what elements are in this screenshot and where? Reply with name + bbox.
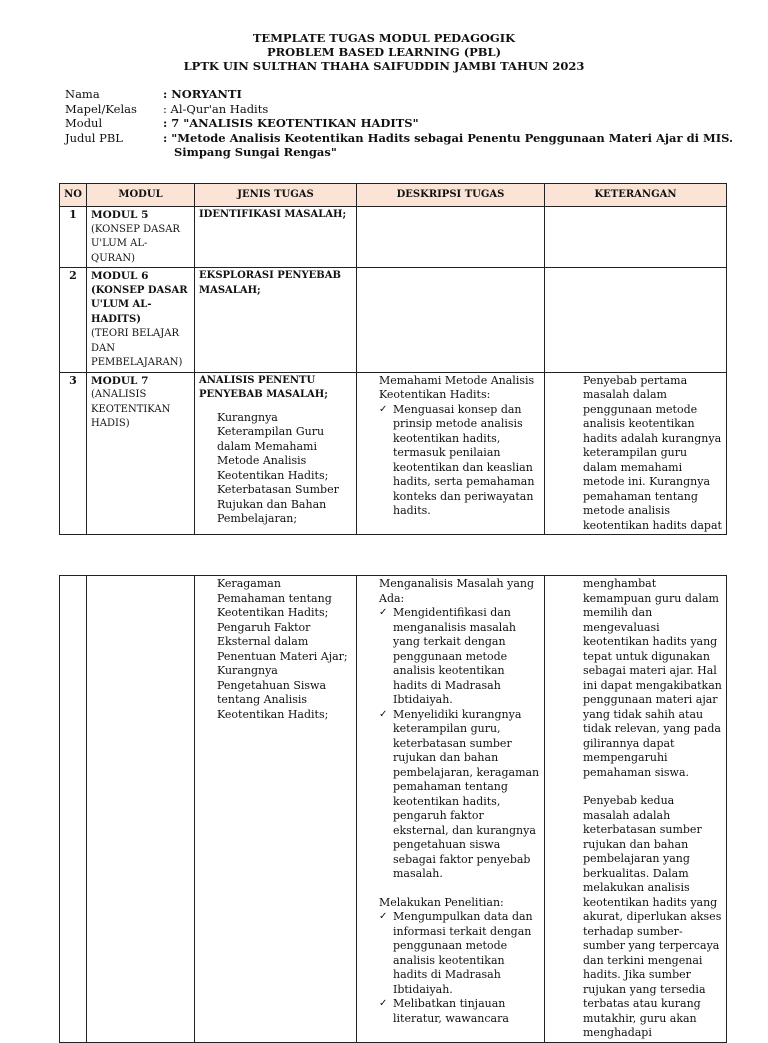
- cont-deskripsi: [357, 576, 545, 1043]
- row2-modul-name: MODUL 6: [91, 270, 149, 282]
- bullet-box-icon: [565, 794, 583, 1041]
- jenis-item-text: Pengaruh Faktor Eksternal dalam Penentuan Materi Ajar;: [217, 620, 348, 663]
- jenis-item-text: Kurangnya Pengetahuan Siswa tentang Analisis Keotentikan Hadits;: [217, 664, 329, 721]
- cont-no: [60, 576, 87, 1043]
- table-row: [60, 207, 727, 268]
- row3-modul-name: MODUL 7: [91, 374, 149, 387]
- deskripsi-check-text: Menguasai konsep dan prinsip metode analisis keotentikan hadits, termasuk penilaian keotentikan dan keaslian hadits, serta pemahaman konteks dan periwayatan hadits.: [393, 402, 535, 517]
- bullet-box-icon: [361, 896, 379, 911]
- row2-jenis: [195, 268, 357, 373]
- header-jenis: JENIS TUGAS: [195, 184, 357, 207]
- keterangan-text: Penyebab kedua masalah adalah keterbatasan sumber rujukan dan bahan pembelajaran yang berkualitas. Dalam melakukan analisis keotentikan hadits yang akurat, diperlukan akses terhadap sumber-sumber yang terpercaya dan terkini mengenai hadits. Jika sumber rujukan yang tersedia terbatas atau kurang mutakhir, guru akan menghadapi: [583, 794, 722, 1039]
- row1-modul: [87, 207, 195, 268]
- bullet-box-icon: [199, 664, 217, 722]
- list-item: [199, 664, 352, 722]
- modul-label: Modul: [65, 116, 103, 130]
- row2-deskripsi: [357, 268, 545, 373]
- row1-deskripsi: [357, 207, 545, 268]
- header-modul: MODUL: [87, 184, 195, 207]
- task-table: [59, 183, 727, 535]
- row3-deskripsi: [357, 372, 545, 535]
- task-table-continuation: [59, 575, 727, 1043]
- list-item: [199, 483, 352, 527]
- row1-no: 1: [60, 207, 87, 268]
- row3-jenis-text: ANALISIS PENENTU PENYEBAB MASALAH;: [199, 374, 328, 400]
- keterangan-text: Penyebab pertama masalah dalam penggunaan metode analisis keotentikan hadits adalah kurangnya keterampilan guru dalam memahami metode ini. Kurangnya pemahaman tentang metode analisis keotentikan hadits dapat: [583, 373, 722, 532]
- row3-no: 3: [60, 372, 87, 535]
- info-row-nama: [65, 87, 735, 102]
- bullet-box-icon: [199, 621, 217, 665]
- info-row-modul: [65, 116, 735, 131]
- header-keterangan: KETERANGAN: [545, 184, 727, 207]
- row3-keterangan: [545, 372, 727, 535]
- row1-modul-sub: (KONSEP DASAR U'LUM AL-QURAN): [91, 223, 180, 264]
- doc-title-line1: TEMPLATE TUGAS MODUL PEDAGOGIK: [252, 31, 516, 45]
- cont-jenis: [195, 576, 357, 1043]
- row2-keterangan: [545, 268, 727, 373]
- list-item: [361, 374, 540, 403]
- list-item: [361, 606, 540, 708]
- deskripsi-head-text: Memahami Metode Analisis Keotentikan Hadits:: [379, 373, 535, 401]
- row3-jenis: [195, 372, 357, 535]
- info-row-judul: [65, 131, 735, 160]
- cont-keterangan: [545, 576, 727, 1043]
- bullet-box-icon: [199, 577, 217, 621]
- jenis-item-text: Keragaman Pemahaman tentang Keotentikan Hadits;: [217, 577, 332, 619]
- list-item: [361, 896, 540, 911]
- row1-jenis-text: IDENTIFIKASI MASALAH;: [199, 209, 347, 220]
- check-icon: ✓: [379, 911, 388, 922]
- doc-title-line3: LPTK UIN SULTHAN THAHA SAIFUDDIN JAMBI TAHUN 2023: [183, 59, 585, 73]
- header-no: NO: [60, 184, 87, 207]
- nama-label: Nama: [65, 87, 100, 101]
- list-item: [199, 411, 352, 484]
- row2-jenis-text: EKSPLORASI PENYEBAB MASALAH;: [199, 270, 341, 296]
- row1-keterangan: [545, 207, 727, 268]
- check-icon: ✓: [379, 998, 388, 1009]
- deskripsi-check-text: Mengidentifikasi dan menganalisis masalah yang terkait dengan penggunaan metode analisis keotentikan hadits di Madrasah Ibtidaiyah.: [393, 606, 516, 706]
- bullet-box-icon: [565, 374, 583, 534]
- deskripsi-check-text: Melibatkan tinjauan literatur, wawancara: [393, 997, 509, 1025]
- doc-title-line2: PROBLEM BASED LEARNING (PBL): [266, 45, 502, 59]
- deskripsi-check-text: Menyelidiki kurangnya keterampilan guru, keterbatasan sumber rujukan dan bahan pembelajaran, keragaman pemahaman tentang keotentikan hadits, pengaruh faktor eksternal, dan kurangnya pengetahuan siswa sebagai faktor penyebab masalah.: [393, 707, 540, 880]
- jenis-item-text: Keterbatasan Sumber Rujukan dan Bahan Pembelajaran;: [217, 483, 339, 525]
- judul-label: Judul PBL: [65, 130, 123, 145]
- list-item: [361, 910, 540, 997]
- deskripsi-check-text: Mengumpulkan data dan informasi terkait dengan penggunaan metode analisis keotentikan hadits di Madrasah Ibtidaiyah.: [393, 910, 533, 996]
- table-row: [60, 268, 727, 373]
- row2-no: 2: [60, 268, 87, 373]
- check-icon: ✓: [379, 403, 388, 415]
- list-item: [549, 794, 722, 1041]
- keterangan-cont-text: menghambat kemampuan guru dalam memilih dan mengevaluasi keotentikan hadits yang tepat untuk digunakan sebagai materi ajar. Hal ini dapat mengakibatkan penggunaan materi ajar yang tidak sahih atau tidak relevan, yang pada gilirannya dapat mempengaruhi pemahaman siswa.: [583, 577, 722, 779]
- bullet-box-icon: [199, 483, 217, 527]
- jenis-item-text: Kurangnya Keterampilan Guru dalam Memahami Metode Analisis Keotentikan Hadits;: [217, 410, 329, 482]
- check-icon: ✓: [379, 708, 388, 720]
- row1-modul-name: MODUL 5: [91, 209, 149, 221]
- list-item: [549, 374, 722, 534]
- row1-jenis: [195, 207, 357, 268]
- row3-modul: [87, 372, 195, 535]
- list-item: [361, 577, 540, 606]
- list-item: [361, 997, 540, 1026]
- table-row: [60, 372, 727, 535]
- mapel-value: : Al-Qur'an Hadits: [163, 101, 269, 116]
- list-item: [199, 577, 352, 621]
- list-item: [199, 621, 352, 665]
- table-row: [60, 576, 727, 1043]
- identity-block: [65, 87, 735, 160]
- cont-modul: [87, 576, 195, 1043]
- table-header-row: [60, 184, 727, 207]
- row2-modul: [87, 268, 195, 373]
- list-item: [361, 708, 540, 882]
- bullet-box-icon: [361, 374, 379, 403]
- check-icon: ✓: [379, 607, 388, 618]
- deskripsi-head-text: Melakukan Penelitian:: [379, 895, 504, 909]
- row2-modul-sub2: (TEORI BELAJAR DAN PEMBELAJARAN): [91, 328, 183, 368]
- row2-modul-sub: (KONSEP DASAR U'LUM AL-HADITS): [91, 284, 188, 325]
- header-deskripsi: DESKRIPSI TUGAS: [357, 184, 545, 207]
- bullet-box-icon: [199, 411, 217, 484]
- modul-value: : 7 "ANALISIS KEOTENTIKAN HADITS": [163, 116, 419, 130]
- bullet-box-icon: [361, 577, 379, 606]
- info-row-mapel: [65, 102, 735, 117]
- deskripsi-head-text: Menganalisis Masalah yang Ada:: [379, 577, 535, 605]
- judul-value: : "Metode Analisis Keotentikan Hadits sebagai Penentu Penggunaan Materi Ajar di MIS. Simpang Sungai Rengas": [163, 130, 733, 159]
- mapel-label: Mapel/Kelas: [65, 101, 137, 116]
- row3-modul-sub: (ANALISIS KEOTENTIKAN HADIS): [91, 389, 171, 429]
- list-item: [361, 403, 540, 519]
- nama-value: : NORYANTI: [163, 87, 242, 101]
